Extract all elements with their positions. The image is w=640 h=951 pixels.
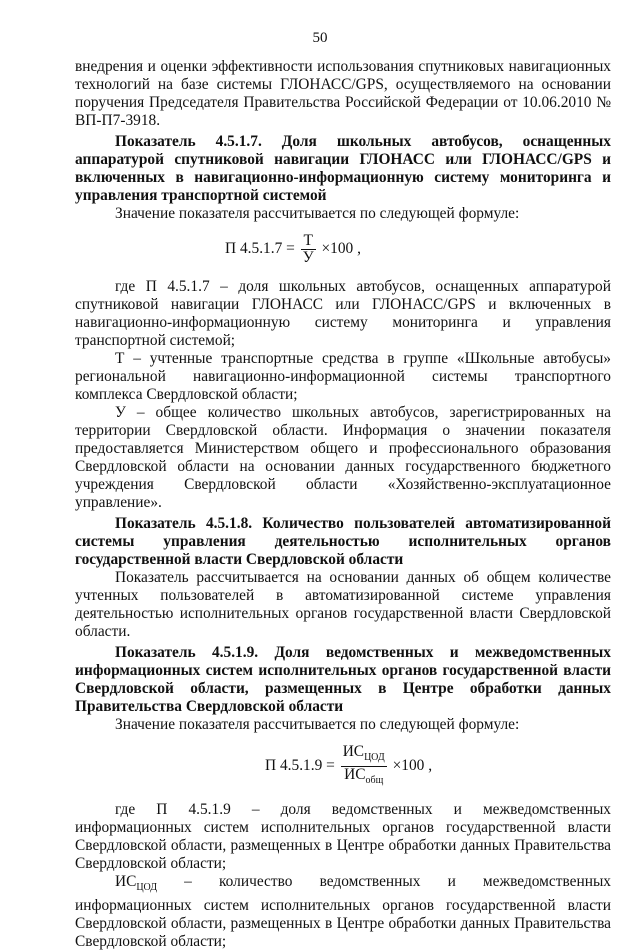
formula-numerator: Т: [301, 233, 316, 250]
formula-4-5-1-9: [265, 744, 611, 789]
definition-text: – количество ведомственных и межведомственных информационных систем исполнительных органов государственной власти Свердловской области, размещенных в Центре обработки данных Правительства Свердловской области;: [75, 873, 611, 951]
formula-numerator: $ИС_{ЦОД}$: [341, 744, 387, 767]
formula-rhs: ×100 ,: [392, 757, 433, 775]
definition-is-tsod: [75, 873, 611, 951]
indicator-heading-4-5-1-9: Показатель 4.5.1.9. Доля ведомственных и межведомственных информационных систем исполнительных органов государственной власти Свердловской области, размещенных в Центре обработки данных Правительства Свердловской области: [75, 644, 611, 715]
formula-intro-2: Значение показателя рассчитывается по следующей формуле:: [115, 716, 520, 733]
definition-p-4-5-1-9: где П 4.5.1.9 – доля ведомственных и межведомственных информационных систем исполнительных органов государственной власти Свердловской области, размещенных в Центре обработки данных Правительства Свердловской области;: [75, 801, 611, 873]
formula-denominator: У: [302, 249, 314, 266]
definition-u: У – общее количество школьных автобусов, зарегистрированных на территории Свердловской области. Информация о значении показателя предоставляется Министерством общего и профессионального образования Свердловской области на основании данных государственного бюджетного учреждения Свердловской области «Хозяйственно-эксплуатационное управление».: [75, 404, 611, 511]
definition-p-4-5-1-7: где П 4.5.1.7 – доля школьных автобусов, оснащенных аппаратурой спутниковой навигации ГЛОНАСС или ГЛОНАСС/GPS и включенных в навигационно-информационную систему мониторинга и управления транспортной системой;: [75, 278, 611, 349]
symbol-subscript: ЦОД: [136, 882, 158, 894]
formula-denominator: $ИС_{общ}$: [344, 766, 384, 787]
symbol-is: ИС: [115, 873, 137, 891]
document-body: [75, 58, 611, 951]
formula-fraction: [301, 233, 316, 266]
formula-fraction: [341, 744, 387, 789]
indicator-heading-4-5-1-8: Показатель 4.5.1.8. Количество пользователей автоматизированной системы управления деятельностью исполнительных органов государственной власти Свердловской области: [75, 515, 611, 568]
page-number: 50: [312, 30, 328, 46]
formula-rhs: ×100 ,: [321, 240, 361, 258]
formula-lhs: П 4.5.1.7 =: [225, 240, 295, 258]
definition-t: Т – учтенные транспортные средства в группе «Школьные автобусы» региональной навигационно-информационной системы транспортного комплекса Свердловской области;: [75, 350, 611, 403]
formula-intro-1: Значение показателя рассчитывается по следующей формуле:: [115, 205, 520, 222]
paragraph-intro: внедрения и оценки эффективности использования спутниковых навигационных технологий на базе системы ГЛОНАСС/GPS, осуществляемого на основании поручения Председателя Правительства Российской Федерации от 10.06.2010 № ВП-П7-3918.: [75, 58, 611, 129]
formula-lhs: П 4.5.1.9 =: [265, 757, 335, 775]
indicator-heading-4-5-1-7: Показатель 4.5.1.7. Доля школьных автобусов, оснащенных аппаратурой спутниковой навигации ГЛОНАСС или ГЛОНАСС/GPS и включенных в навигационно-информационную систему мониторинга и управления транспортной системой: [75, 133, 611, 204]
formula-4-5-1-7: [225, 233, 611, 266]
indicator-description-4-5-1-8: Показатель рассчитывается на основании данных об общем количестве учтенных пользователей в автоматизированной системе управления деятельностью исполнительных органов государственной власти Свердловской области.: [75, 569, 611, 640]
